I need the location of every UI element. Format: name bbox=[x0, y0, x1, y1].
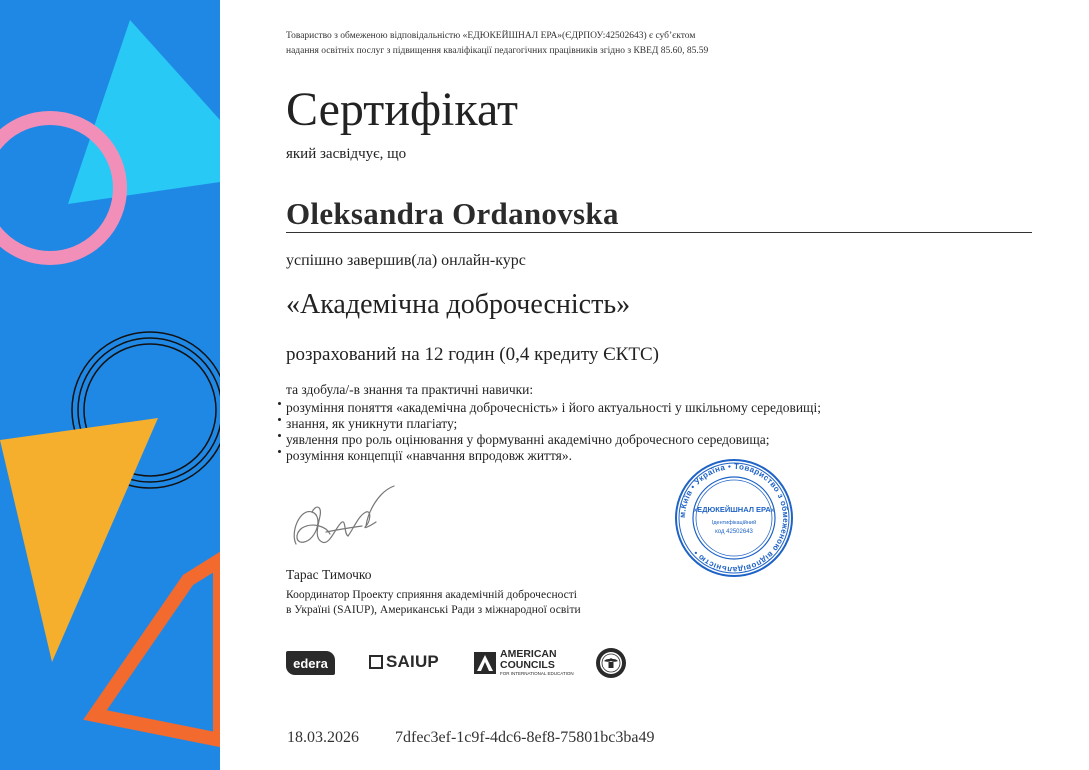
sidebar-shapes bbox=[0, 0, 220, 770]
cyan-triangle bbox=[68, 20, 220, 204]
signer-name: Тарас Тимочко bbox=[286, 567, 372, 582]
saiup-logo: SAIUP bbox=[369, 652, 439, 672]
decorative-sidebar bbox=[0, 0, 220, 770]
course-title: «Академічна доброчесність» bbox=[286, 289, 631, 320]
official-stamp bbox=[672, 456, 796, 580]
completion-text: успішно завершив(ла) онлайн-курс bbox=[286, 252, 526, 269]
skills-intro: та здобула/-в знання та практичні навички: bbox=[286, 382, 534, 397]
course-hours: розрахований на 12 годин (0,4 кредиту ЄКТС) bbox=[286, 344, 659, 365]
american-councils-mark-icon bbox=[474, 652, 496, 674]
certificate-id: 7dfec3ef-1c9f-4dc6-8ef8-75801bc3ba49 bbox=[395, 729, 655, 746]
certificate-title: Сертифікат bbox=[286, 83, 519, 136]
handwritten-signature bbox=[286, 482, 398, 554]
organization-statement-line2: надання освітніх послуг з підвищення кваліфікації педагогічних працівників згідно з КВЕД 85.60, 85.59 bbox=[286, 46, 709, 56]
skill-item: розуміння поняття «академічна доброчесність» і його актуальності у шкільному середовищі; bbox=[286, 400, 821, 415]
edera-logo: edera bbox=[286, 651, 335, 675]
american-councils-logo: AMERICAN COUNCILS FOR INTERNATIONAL EDUCATION bbox=[474, 649, 574, 676]
skill-item: знання, як уникнути плагіату; bbox=[286, 416, 821, 432]
skill-item: розуміння концепції «навчання впродовж життя». bbox=[286, 448, 821, 464]
certifies-text: який засвідчує, що bbox=[286, 146, 407, 162]
svg-text:«ЕДЮКЕЙШНАЛ ЕРА»: «ЕДЮКЕЙШНАЛ ЕРА» bbox=[693, 505, 775, 514]
skills-list bbox=[286, 400, 821, 464]
name-underline bbox=[286, 232, 1032, 233]
recipient-name: Oleksandra Ordanovska bbox=[286, 196, 619, 231]
skill-item: уявлення про роль оцінювання у формуванні академічно доброчесного середовища; bbox=[286, 432, 821, 448]
svg-text:Ідентифікаційний: Ідентифікаційний bbox=[711, 520, 757, 526]
saiup-square-icon bbox=[369, 655, 383, 669]
orange-triangle-outline bbox=[95, 560, 220, 740]
svg-text:м.Київ • Україна • Товариство: м.Київ • Україна • Товариство з обмеженою відповідальністю • bbox=[677, 461, 791, 575]
signer-role-line1: Координатор Проекту сприяння академічній доброчесності bbox=[286, 589, 577, 601]
yellow-triangle bbox=[0, 418, 158, 662]
signer-role-line2: в Україні (SAIUP), Американські Ради з міжнародної освіти bbox=[286, 604, 581, 616]
issue-date: 18.03.2026 bbox=[287, 729, 359, 746]
svg-text:код 42502643: код 42502643 bbox=[715, 529, 753, 535]
organization-statement-line1: Товариство з обмеженою відповідальністю «ЕДЮКЕЙШНАЛ ЕРА»(ЄДРПОУ:42502643) є суб’єктом bbox=[286, 31, 696, 41]
us-state-department-seal-icon bbox=[595, 647, 627, 679]
